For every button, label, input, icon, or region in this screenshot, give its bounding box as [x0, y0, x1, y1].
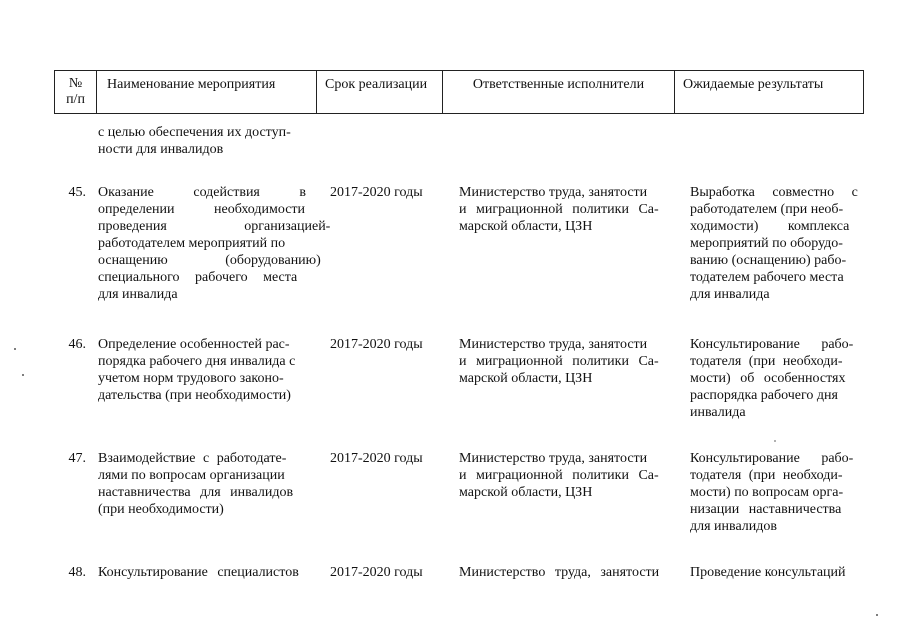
results-line: тодателя (при необходи-: [690, 468, 843, 483]
scan-speck: [774, 440, 776, 442]
row-number: 46.: [68, 337, 86, 352]
responsible-line: и миграционной политики Са-: [459, 354, 659, 369]
header-term: Срок реализации: [317, 71, 443, 113]
continuation-text: [98, 124, 320, 158]
continuation-line: [98, 124, 320, 141]
header-number-line2: п/п: [66, 92, 85, 107]
results-line: работодателем (при необ-: [690, 202, 844, 217]
responsible-line: и миграционной политики Са-: [459, 202, 659, 217]
results-line: тодателя (при необходи-: [690, 354, 843, 369]
row-results: [690, 336, 864, 421]
scan-speck: [876, 614, 878, 616]
results-line: для инвалида: [690, 287, 770, 302]
row-number: 47.: [68, 451, 86, 466]
row-name: [98, 450, 320, 518]
responsible-line: марской области, ЦЗН: [459, 371, 593, 386]
header-number: [55, 71, 97, 113]
name-line: наставничества для инвалидов: [98, 485, 294, 500]
results-line: Консультирование рабо-: [690, 337, 854, 352]
results-line: низации наставничества: [690, 502, 842, 517]
header-responsible: Ответственные исполнители: [443, 71, 675, 113]
row-term: 2017-2020 годы: [330, 185, 423, 200]
name-line: Определение особенностей рас-: [98, 337, 290, 352]
results-line: ванию (оснащению) рабо-: [690, 253, 847, 268]
name-line: оснащению (оборудованию): [98, 253, 321, 268]
scan-speck: [22, 374, 24, 376]
results-line: распорядка рабочего дня: [690, 388, 838, 403]
responsible-line: Министерство труда, занятости: [459, 337, 648, 352]
name-line: дательства (при необходимости): [98, 388, 291, 403]
responsible-line: Министерство труда, занятости: [459, 185, 648, 200]
responsible-line: марской области, ЦЗН: [459, 219, 593, 234]
results-line: Консультирование рабо-: [690, 451, 854, 466]
row-term: 2017-2020 годы: [330, 565, 423, 580]
header-results: Ожидаемые результаты: [683, 77, 824, 92]
row-number: 48.: [68, 565, 86, 580]
responsible-line: Министерство труда, занятости: [459, 565, 660, 580]
responsible-line: марской области, ЦЗН: [459, 485, 593, 500]
row-term: 2017-2020 годы: [330, 337, 423, 352]
results-line: мероприятий по оборудо-: [690, 236, 843, 251]
name-line: определении необходимости: [98, 202, 306, 217]
name-line: Взаимодействие с работодате-: [98, 451, 287, 466]
name-line: Консультирование специалистов: [98, 565, 299, 580]
responsible-line: Министерство труда, занятости: [459, 451, 648, 466]
name-line: лями по вопросам организации: [98, 468, 285, 483]
name-line: проведения организацией-: [98, 219, 331, 234]
results-line: Проведение консультаций: [690, 565, 846, 580]
continuation-line: ности для инвалидов: [98, 142, 224, 157]
name-line: Оказание содействия в: [98, 185, 306, 200]
row-responsible: [459, 336, 685, 387]
results-line: мости) об особенностях: [690, 371, 846, 386]
results-line: для инвалидов: [690, 519, 778, 534]
scan-speck: [14, 348, 16, 350]
name-line: порядка рабочего дня инвалида с: [98, 354, 296, 369]
row-responsible: [459, 450, 685, 501]
row-results: [690, 564, 864, 581]
text: с целью обеспечения их доступ-: [98, 125, 291, 140]
name-line: для инвалида: [98, 287, 178, 302]
row-results: [690, 450, 864, 535]
responsible-line: и миграционной политики Са-: [459, 468, 659, 483]
table-header: [54, 70, 864, 114]
results-line: инвалида: [690, 405, 746, 420]
row-name: [98, 336, 320, 404]
name-line: учетом норм трудового законо-: [98, 371, 284, 386]
row-results: [690, 184, 864, 303]
row-responsible: [459, 184, 685, 235]
name-line: работодателем мероприятий по: [98, 236, 286, 251]
header-name: Наименование мероприятия: [97, 71, 317, 113]
row-name: [98, 564, 320, 581]
row-number: 45.: [68, 185, 86, 200]
header-number-line1: №: [68, 76, 83, 91]
name-line: специального рабочего места: [98, 270, 298, 285]
results-line: ходимости) комплекса: [690, 219, 850, 234]
row-name: [98, 184, 331, 303]
name-line: (при необходимости): [98, 502, 224, 517]
row-responsible: [459, 564, 685, 581]
results-line: Выработка совместно с: [690, 185, 858, 200]
results-line: мости) по вопросам орга-: [690, 485, 844, 500]
results-line: тодателем рабочего места: [690, 270, 844, 285]
row-term: 2017-2020 годы: [330, 451, 423, 466]
